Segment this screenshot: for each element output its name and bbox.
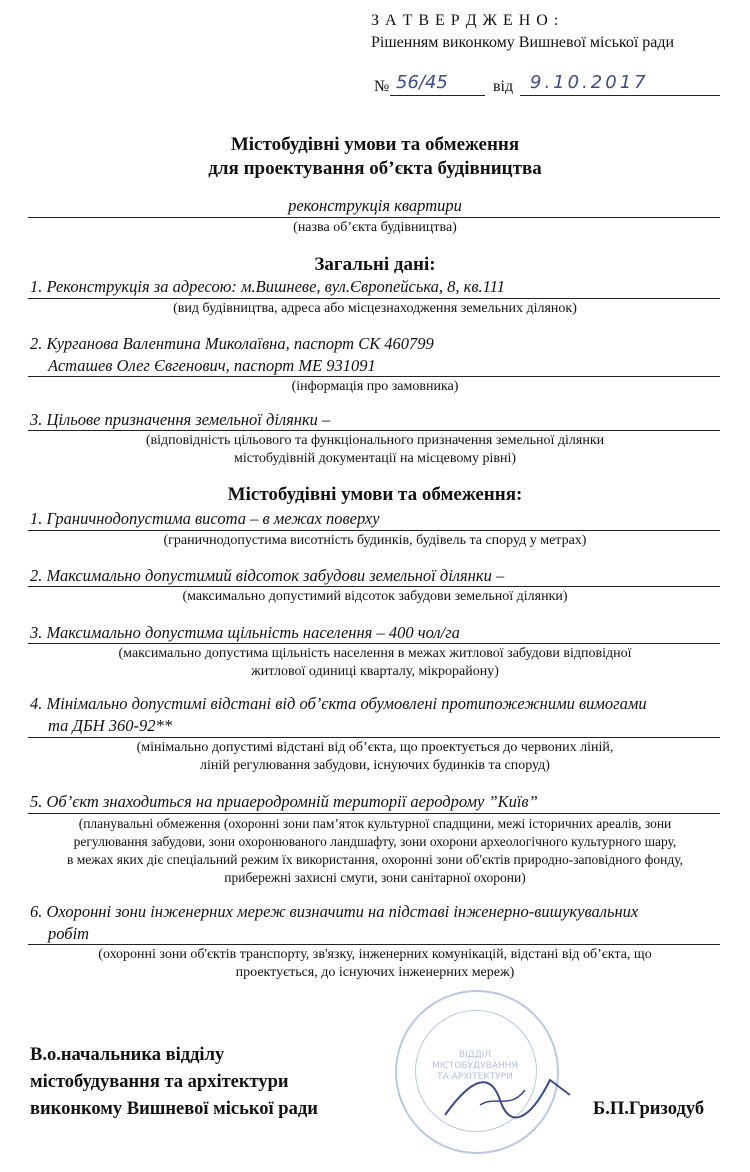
condition-2: 2. Максимально допустимий відсоток забудови земельної ділянки – <box>30 566 505 585</box>
approval-date-label: від <box>493 78 514 95</box>
condition-5-caption-line4: прибережні захисні смуги, зони санітарної охорони) <box>224 870 526 885</box>
condition-5-line <box>28 813 720 814</box>
handwritten-signature-icon <box>440 1060 580 1130</box>
general-item-1-caption: (вид будівництва, адреса або місцезнаходження земельних ділянок) <box>173 301 577 316</box>
condition-4-line1: 4. Мінімально допустимі відстані від об’єкта обумовлені протипожежними вимогами <box>30 694 647 713</box>
condition-4-caption-line2: ліній регулювання забудови, існуючих будинків та споруд) <box>200 758 550 773</box>
condition-3: 3. Максимально допустима щільність населення – 400 чол/га <box>30 623 460 642</box>
signatory-position-line3: виконкому Вишневої міської ради <box>30 1099 318 1119</box>
condition-3-caption-line1: (максимально допустима щільність населення в межах житлової забудови відповідної <box>118 646 632 661</box>
approval-by: Рішенням виконкому Вишневої міської ради <box>371 34 675 51</box>
general-heading: Загальні дані: <box>314 254 436 275</box>
signatory-name: Б.П.Гризодуб <box>593 1099 705 1119</box>
condition-5-caption-line1: (планувальні обмеження (охоронні зони пам’яток культурної спадщини, межі історичних ареалів, зони <box>78 816 672 831</box>
general-item-2-line1: 2. Курганова Валентина Миколаївна, паспорт СК 460799 <box>30 334 434 353</box>
condition-4-caption-line1: (мінімально допустимі відстані від об’єкта, що проектується до червоних ліній, <box>136 740 614 755</box>
condition-4-line <box>28 737 720 738</box>
signatory-position-line2: містобудування та архітектури <box>30 1072 289 1092</box>
approval-date-value: 9.10.2017 <box>530 72 649 93</box>
general-item-2-line <box>28 376 720 377</box>
condition-5-caption-line2: регулювання забудови, зони охоронюваного ландшафту, зони охорони археологічного культурного шару, <box>73 834 677 849</box>
general-item-3-caption-line1: (відповідність цільового та функціонального призначення земельної ділянки <box>145 433 605 448</box>
approval-title: З А Т В Е Р Д Ж Е Н О : <box>371 12 560 29</box>
condition-2-caption: (максимально допустимий відсоток забудови земельної ділянки) <box>182 589 568 604</box>
object-name-line <box>28 217 720 218</box>
conditions-heading: Містобудівні умови та обмеження: <box>227 484 523 505</box>
condition-6-caption-line2: проектується, до існуючих інженерних мереж) <box>235 965 515 980</box>
condition-6-caption-line1: (охоронні зони об'єктів транспорту, зв'язку, інженерних комунікацій, відстані від об’єкта, що <box>98 947 652 962</box>
condition-4-line2: та ДБН 360-92** <box>48 716 173 735</box>
stamp-text-line1: ВІДДІЛ <box>458 1050 492 1060</box>
condition-3-line <box>28 643 720 644</box>
condition-6-line1: 6. Охоронні зони інженерних мереж визначити на підставі інженерно-вишукувальних <box>30 902 639 921</box>
condition-5-caption-line3: в межах яких діє спеціальний режим їх використання, охоронні зони об'єктів природно-заповідного фонду, <box>67 852 683 867</box>
document-title-line2: для проектування об’єкта будівництва <box>208 158 542 179</box>
approval-date-line <box>520 95 720 96</box>
document-title-line1: Містобудівні умови та обмеження <box>230 134 520 155</box>
condition-6-line2: робіт <box>48 924 90 943</box>
condition-6-line <box>28 944 720 945</box>
general-item-3-line <box>28 430 720 431</box>
stamp-text-line2: МІСТОБУДУВАННЯ <box>432 1061 518 1071</box>
object-name: реконструкція квартири <box>288 196 462 215</box>
signature-mark <box>440 1060 580 1135</box>
general-item-1: 1. Реконструкція за адресою: м.Вишневе, вул.Європейська, 8, кв.111 <box>30 277 505 296</box>
condition-3-caption-line2: житлової одиниці кварталу, мікрорайону) <box>251 664 499 679</box>
approval-number-line <box>390 95 485 96</box>
condition-2-line <box>28 586 720 587</box>
general-item-2-line2: Асташев Олег Євгенович, паспорт МЕ 931091 <box>48 356 376 375</box>
approval-number-label: № <box>374 78 390 95</box>
signatory-position-line1: В.о.начальника відділу <box>30 1045 225 1065</box>
stamp-text-line3: ТА АРХІТЕКТУРИ <box>437 1072 513 1082</box>
general-item-3: 3. Цільове призначення земельної ділянки – <box>30 410 331 429</box>
general-item-1-line <box>28 298 720 299</box>
condition-1-caption: (граничнодопустима висотність будинків, будівель та споруд у метрах) <box>163 533 587 548</box>
general-item-3-caption-line2: містобудівній документації на місцевому рівні) <box>233 451 516 466</box>
condition-1: 1. Граничнодопустима висота – в межах поверху <box>30 509 380 528</box>
approval-number-value: 56/45 <box>396 72 448 93</box>
general-item-2-caption: (інформація про замовника) <box>291 379 459 394</box>
condition-5: 5. Об’єкт знаходиться на приаеродромній території аеродрому ”Київ” <box>30 792 538 811</box>
condition-1-line <box>28 530 720 531</box>
object-caption: (назва об’єкта будівництва) <box>293 220 457 235</box>
